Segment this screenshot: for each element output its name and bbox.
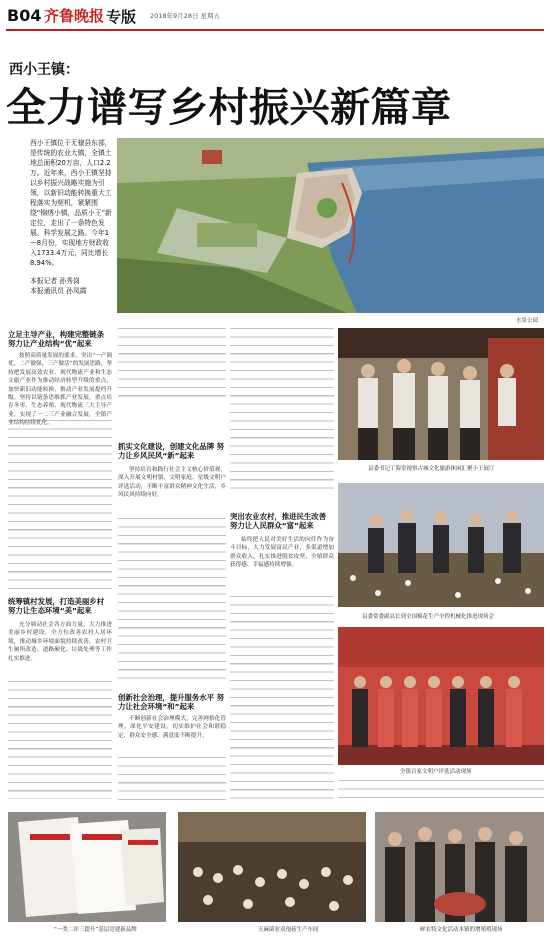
byline-reporter: 本报记者 孙秀岗 [30, 277, 80, 285]
section-heading-4: 创新社会治理，提升服务水平 努力让社会环境“和”起来 [118, 693, 225, 712]
article-headline: 全力谱写乡村振兴新篇章 [6, 84, 452, 131]
article-kicker: 西小王镇： [9, 62, 79, 78]
cotton-field-image [338, 483, 544, 607]
text-placeholder-lines [8, 681, 112, 799]
section-heading-3: 抓实文化建设，创建文化品牌 努力让乡风民风“新”起来 [118, 442, 225, 461]
section-text-2 [8, 621, 112, 801]
section-paragraph-2: 充分调动社会各方面力量，大力推进美丽乡村建设，全方位改善农村人居环境，推动城乡环境面貌持续改善，农村卫生厕所改造、道路硬化、垃圾处理等工作扎实推进。 [8, 622, 112, 662]
text-placeholder-lines [118, 328, 226, 398]
caption-water-park: 水景公园 [516, 318, 539, 324]
byline-correspondent: 本报通讯员 孙凤霞 [30, 287, 87, 295]
text-placeholder-lines [8, 420, 112, 590]
photo-inspection [338, 328, 544, 460]
mushroom-workshop-image [178, 812, 366, 922]
section-text-4 [118, 715, 226, 805]
photo-party-building [8, 812, 166, 922]
page-number: B04 [7, 6, 42, 25]
section-heading-1: 立足主导产业，构建完整链条 努力让产业结构“优”起来 [8, 330, 105, 349]
caption-award-ceremony: 全镇百家文明户评选活动现场 [400, 769, 472, 775]
text-placeholder-lines [338, 780, 544, 804]
article-lead [30, 138, 112, 296]
photo-water-park [117, 138, 544, 313]
section-name: 专版 [106, 8, 137, 26]
section-text-3 [118, 466, 226, 686]
award-ceremony-image [338, 627, 544, 765]
caption-inspection: 县委书记丁海堂视察古城文化旅游休闲汇聚小王展厅 [368, 466, 495, 472]
section-text-col3-top [230, 328, 334, 498]
culture-event-image [375, 812, 544, 922]
lead-text: 西小王镇位于无棣县东部，是传统的农业大镇，全镇土地总面积20万亩，人口2.2万。近年来，西小王镇坚持以乡村振兴战略实施为引领，以新旧动能转换重大工程落实为契机，紧紧围绕“锦绣小镇，品质小王”新定位，走出了一条特色发展、科学发展之路。今年1—8月份，实现地方财政收入1733.4万元，同比增长8.94%。 [30, 139, 112, 267]
paper-logo: 齐鲁晚报 [44, 7, 105, 25]
caption-culture-event: 鲜农特文化活动本镇的增殖殖现场 [420, 927, 503, 933]
text-placeholder-lines [230, 328, 334, 496]
inspection-image [338, 328, 544, 460]
photo-mushroom-workshop [178, 812, 366, 922]
text-placeholder-lines [230, 596, 334, 802]
masthead-divider [6, 29, 544, 31]
date-line: 2018年9月28日 星期五 [150, 12, 221, 20]
masthead [0, 0, 550, 30]
section-text-col2-top [118, 328, 226, 400]
caption-mushroom-workshop: 天麻菌业双孢菇生产车间 [258, 927, 319, 933]
photo-award-ceremony [338, 627, 544, 765]
section-paragraph-5: 始终把人民对美好生活的向往作为奋斗目标，大力发展富民产业，多渠道增加群众收入，扎实推进脱贫攻坚，全镇群众获得感、幸福感持续增强。 [230, 537, 334, 569]
section-heading-2: 统筹镇村发展，打造美丽乡村 努力让生态环境“美”起来 [8, 597, 105, 616]
section-paragraph-3: 坚持培育和践行社会主义核心价值观，深入开展文明村镇、文明家庭、星级文明户评选活动，不断丰富群众精神文化生活，乡风民风持续向好。 [118, 467, 226, 499]
section-heading-5: 突出农业农村，推进民生改善 努力让人民群众“富”起来 [230, 512, 327, 531]
photo-cotton-field [338, 483, 544, 607]
section-paragraph-4: 不断创新社会治理模式，完善网格化管理，深化平安建设，切实维护社会和谐稳定，群众安全感、满意度不断提升。 [118, 716, 226, 739]
section-text-1 [8, 352, 112, 592]
photo-culture-event [375, 812, 544, 922]
text-placeholder-lines [118, 757, 226, 803]
water-park-image [117, 138, 544, 313]
text-placeholder-lines [118, 518, 226, 684]
caption-cotton-field: 县委常委副县长到全国棉花生产全程机械化推进现场会 [362, 614, 495, 620]
section-paragraph-1: 按照高质量发展的要求，突出“一产调优，二产做强，三产做活”的发展思路，坚持把发展高效农业、现代物流产业和生态文旅产业作为推动经济转型升级的重点，加快新旧动能转换，推动产业发展提档升级。坚持以链条思维抓产业发展，重点培育冬枣、生态养殖、现代物流三大主导产业，实现了一二三产业融合发展，全镇产业结构持续优化。 [8, 353, 112, 427]
party-building-image [8, 812, 166, 922]
section-text-col4-bottom [338, 780, 544, 806]
caption-party-building: “一类二评三提升”基层党建新品牌 [54, 927, 137, 933]
section-text-5 [230, 536, 334, 804]
